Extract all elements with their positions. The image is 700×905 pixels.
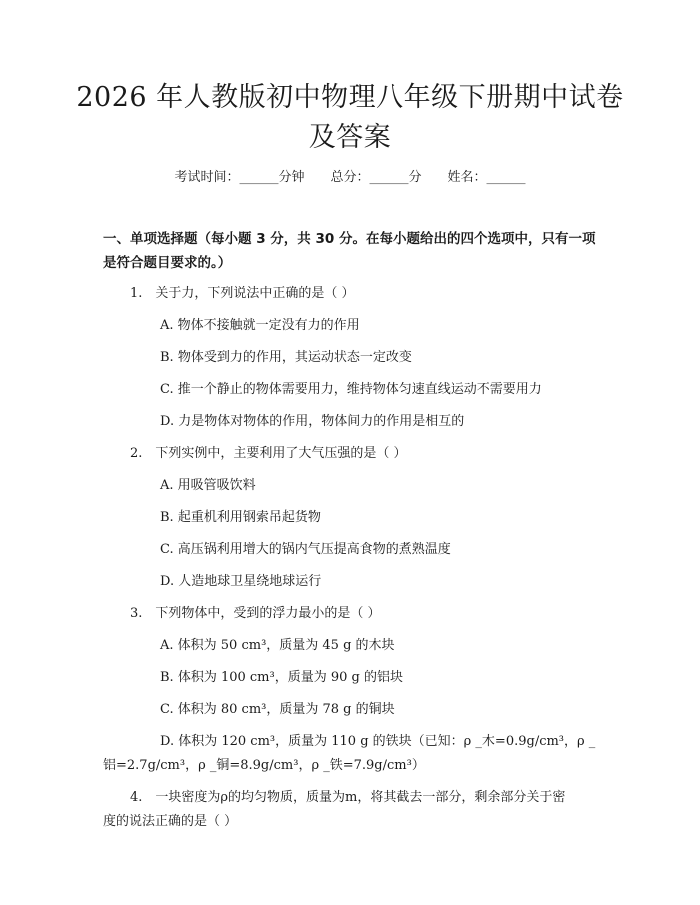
total-score-field: 总分：______分 — [330, 170, 422, 185]
question-2-stem: 2. 下列实例中，主要利用了大气压强的是（ ） — [130, 446, 407, 461]
question-3-option-d-continuation: 铝=2.7g/cm³，ρ _铜=8.9g/cm³，ρ _铁=7.9g/cm³） — [103, 758, 425, 773]
question-3-stem: 3. 下列物体中，受到的浮力最小的是（ ） — [130, 606, 381, 621]
section-heading-line1: 一、单项选择题（每小题 3 分，共 30 分。在每小题给出的四个选项中，只有一项 — [103, 231, 596, 247]
question-4-stem-line1: 4. 一块密度为ρ的均匀物质，质量为m，将其截去一部分，剩余部分关于密 — [130, 790, 566, 805]
exam-time-field: 考试时间：______分钟 — [174, 170, 305, 185]
question-2-option-a: A. 用吸管吸饮料 — [160, 478, 256, 493]
exam-meta — [0, 168, 700, 188]
question-1-option-a: A. 物体不接触就一定没有力的作用 — [160, 318, 360, 333]
question-2-option-d: D. 人造地球卫星绕地球运行 — [160, 574, 322, 589]
question-4-stem-line2: 度的说法正确的是（ ） — [103, 814, 238, 829]
question-1-stem: 1. 关于力，下列说法中正确的是（ ） — [130, 286, 355, 301]
question-1-option-c: C. 推一个静止的物体需要用力，维持物体匀速直线运动不需要用力 — [160, 382, 542, 397]
question-2-option-c: C. 高压锅利用增大的锅内气压提高食物的煮熟温度 — [160, 542, 451, 557]
student-name-field: 姓名：______ — [447, 170, 526, 185]
exam-title-line1: 2026 年人教版初中物理八年级下册期中试卷 — [76, 82, 624, 113]
question-2-option-b: B. 起重机利用钢索吊起货物 — [160, 510, 321, 525]
question-3-option-c: C. 体积为 80 cm³，质量为 78 g 的铜块 — [160, 702, 395, 717]
question-3-option-b: B. 体积为 100 cm³，质量为 90 g 的铝块 — [160, 670, 403, 685]
question-1-option-d: D. 力是物体对物体的作用，物体间力的作用是相互的 — [160, 414, 465, 429]
exam-title-line2: 及答案 — [308, 122, 392, 153]
question-3-option-a: A. 体积为 50 cm³，质量为 45 g 的木块 — [160, 638, 395, 653]
section-heading-line2: 是符合题目要求的。） — [103, 255, 232, 271]
question-1-option-b: B. 物体受到力的作用，其运动状态一定改变 — [160, 350, 412, 365]
question-3-option-d: D. 体积为 120 cm³，质量为 110 g 的铁块（已知：ρ _木=0.9g/cm³，ρ _ — [160, 734, 596, 749]
